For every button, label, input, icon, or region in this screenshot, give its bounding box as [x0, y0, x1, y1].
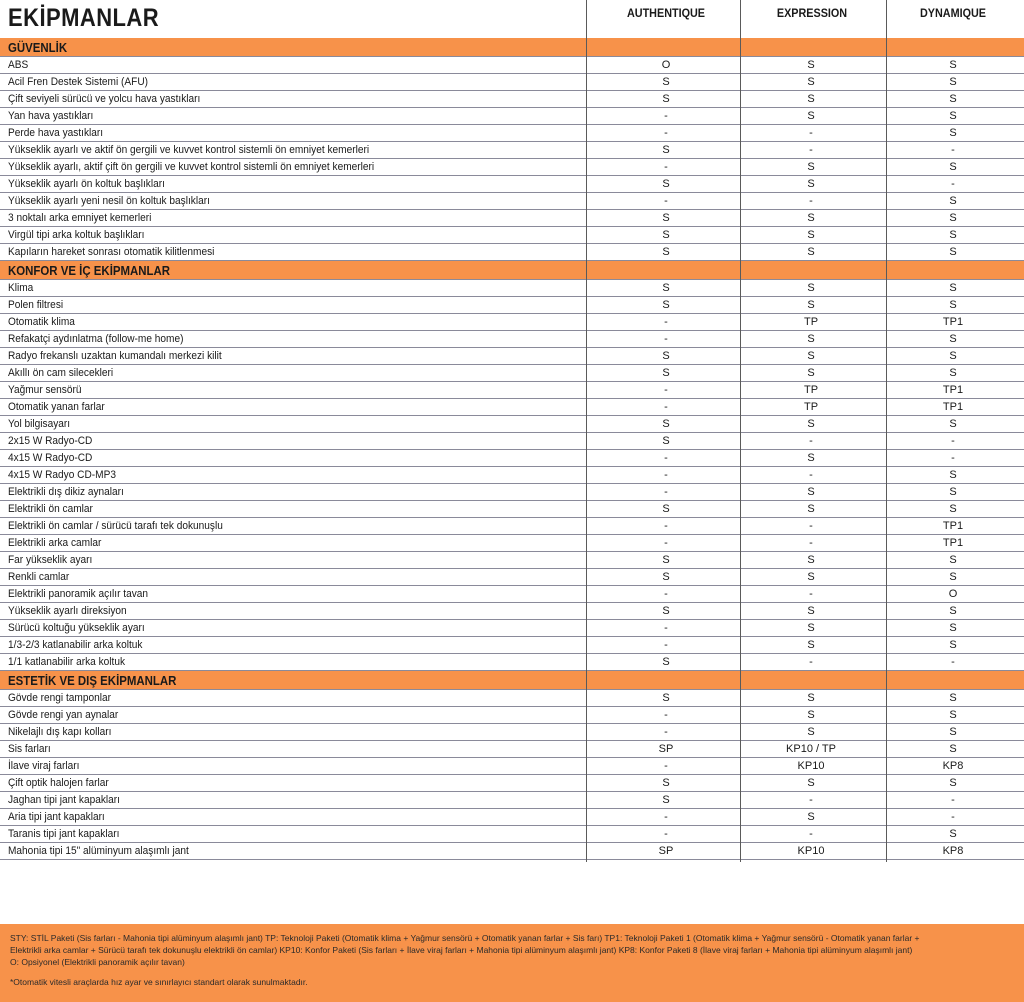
- table-row: [0, 741, 1024, 758]
- cell-expression: KP10 / TP: [786, 743, 836, 755]
- table-row: [0, 586, 1024, 603]
- cell-expression: S: [807, 692, 815, 704]
- row-label: Akıllı ön cam silecekleri: [8, 367, 114, 379]
- row-label: Yükseklik ayarlı yeni nesil ön koltuk başlıkları: [8, 195, 210, 207]
- row-label: Yağmur sensörü: [8, 384, 82, 396]
- table-row: [0, 620, 1024, 637]
- cell-expression: -: [809, 520, 813, 532]
- cell-expression: -: [809, 794, 813, 806]
- row-label: Aria tipi jant kapakları: [8, 811, 105, 823]
- cell-expression: S: [807, 282, 815, 294]
- cell-authentique: -: [664, 486, 668, 498]
- cell-expression: S: [807, 571, 815, 583]
- table-row: [0, 57, 1024, 74]
- cell-authentique: S: [662, 282, 670, 294]
- cell-dynamique: S: [949, 299, 957, 311]
- cell-dynamique: -: [951, 656, 955, 668]
- table-row: [0, 809, 1024, 826]
- section-title: ESTETİK VE DIŞ EKİPMANLAR: [8, 673, 177, 688]
- cell-dynamique: -: [951, 452, 955, 464]
- cell-authentique: O: [661, 59, 671, 71]
- table-row: [0, 775, 1024, 792]
- cell-authentique: -: [664, 639, 668, 651]
- cell-expression: S: [807, 178, 815, 190]
- cell-authentique: -: [664, 469, 668, 481]
- table-row: [0, 484, 1024, 501]
- table-row: [0, 707, 1024, 724]
- table-row: [0, 382, 1024, 399]
- table-row: [0, 654, 1024, 671]
- cell-expression: S: [807, 418, 815, 430]
- table-row: [0, 724, 1024, 741]
- table-row: [0, 159, 1024, 176]
- row-label: Yükseklik ayarlı ve aktif ön gergili ve kuvvet kontrol sistemli ön emniyet kemerleri: [8, 144, 370, 156]
- cell-authentique: S: [662, 554, 670, 566]
- cell-dynamique: S: [949, 418, 957, 430]
- cell-expression: -: [809, 656, 813, 668]
- table-row: [0, 501, 1024, 518]
- cell-authentique: -: [664, 811, 668, 823]
- cell-dynamique: TP1: [942, 537, 964, 549]
- cell-expression: TP: [803, 384, 819, 396]
- row-label: Yükseklik ayarlı, aktif çift ön gergili ve kuvvet kontrol sistemli ön emniyet kemerleri: [8, 161, 375, 173]
- cell-dynamique: S: [949, 76, 957, 88]
- table-row: [0, 399, 1024, 416]
- row-label: Refakatçi aydınlatma (follow-me home): [8, 333, 184, 345]
- row-label: Elektrikli panoramik açılır tavan: [8, 588, 149, 600]
- table-row: [0, 826, 1024, 843]
- row-label: 3 noktalı arka emniyet kemerleri: [8, 212, 152, 224]
- cell-expression: S: [807, 76, 815, 88]
- cell-expression: S: [807, 93, 815, 105]
- cell-authentique: S: [662, 794, 670, 806]
- cell-expression: S: [807, 639, 815, 651]
- cell-authentique: -: [664, 384, 668, 396]
- legend-footer: [0, 924, 1024, 1002]
- cell-expression: S: [807, 110, 815, 122]
- cell-expression: -: [809, 537, 813, 549]
- cell-dynamique: S: [949, 246, 957, 258]
- cell-dynamique: S: [949, 503, 957, 515]
- table-row: [0, 603, 1024, 620]
- cell-authentique: SP: [658, 845, 674, 857]
- cell-authentique: S: [662, 229, 670, 241]
- cell-authentique: S: [662, 246, 670, 258]
- section-title: KONFOR VE İÇ EKİPMANLAR: [8, 263, 171, 278]
- section-header: [0, 38, 1024, 57]
- cell-authentique: -: [664, 401, 668, 413]
- table-row: [0, 467, 1024, 484]
- cell-expression: -: [809, 469, 813, 481]
- cell-authentique: S: [662, 656, 670, 668]
- cell-dynamique: S: [949, 639, 957, 651]
- cell-authentique: -: [664, 760, 668, 772]
- cell-expression: -: [809, 588, 813, 600]
- table-row: [0, 244, 1024, 261]
- cell-expression: S: [807, 59, 815, 71]
- cell-authentique: S: [662, 692, 670, 704]
- cell-expression: S: [807, 503, 815, 515]
- cell-dynamique: S: [949, 229, 957, 241]
- cell-expression: -: [809, 127, 813, 139]
- cell-authentique: S: [662, 178, 670, 190]
- table-row: [0, 280, 1024, 297]
- cell-authentique: -: [664, 316, 668, 328]
- cell-dynamique: S: [949, 743, 957, 755]
- cell-dynamique: S: [949, 777, 957, 789]
- cell-authentique: -: [664, 588, 668, 600]
- cell-dynamique: S: [949, 554, 957, 566]
- cell-dynamique: S: [949, 282, 957, 294]
- cell-dynamique: TP1: [942, 520, 964, 532]
- cell-expression: S: [807, 229, 815, 241]
- cell-dynamique: S: [949, 605, 957, 617]
- cell-dynamique: S: [949, 709, 957, 721]
- column-header-dynamique: DYNAMIQUE: [919, 6, 987, 20]
- cell-dynamique: TP1: [942, 384, 964, 396]
- row-label: Radyo frekanslı uzaktan kumandalı merkezi kilit: [8, 350, 222, 362]
- cell-expression: S: [807, 777, 815, 789]
- cell-authentique: -: [664, 520, 668, 532]
- cell-authentique: -: [664, 127, 668, 139]
- section-title: GÜVENLİK: [8, 40, 68, 55]
- table-row: [0, 331, 1024, 348]
- cell-authentique: -: [664, 828, 668, 840]
- row-label: Renkli camlar: [8, 571, 70, 583]
- cell-dynamique: S: [949, 333, 957, 345]
- cell-expression: S: [807, 161, 815, 173]
- cell-dynamique: S: [949, 486, 957, 498]
- cell-dynamique: S: [949, 622, 957, 634]
- row-label: Nikelajlı dış kapı kolları: [8, 726, 112, 738]
- table-row: [0, 690, 1024, 707]
- table-row: [0, 176, 1024, 193]
- row-label: Klima: [8, 282, 34, 294]
- cell-dynamique: S: [949, 469, 957, 481]
- legend-line: Elektrikli arka camlar + Sürücü tarafı tek dokunuşlu elektrikli ön camlar) KP10: Konfor Paketi (Sis farları + İlave viraj farları + Mahonia tipi alüminyum alaşımlı jant) KP8: Konfor Paketi 8 (İlave viraj farları + Mahonia tipi alüminyum alaşımlı jant): [10, 945, 913, 955]
- column-divider: [886, 0, 887, 862]
- row-label: Gövde rengi tamponlar: [8, 692, 111, 704]
- table-row: [0, 348, 1024, 365]
- row-label: Çift optik halojen farlar: [8, 777, 109, 789]
- cell-authentique: S: [662, 571, 670, 583]
- cell-authentique: -: [664, 110, 668, 122]
- row-label: 1/3-2/3 katlanabilir arka koltuk: [8, 639, 143, 651]
- table-row: [0, 125, 1024, 142]
- table-row: [0, 792, 1024, 809]
- cell-dynamique: S: [949, 93, 957, 105]
- cell-dynamique: S: [949, 127, 957, 139]
- row-label: Acil Fren Destek Sistemi (AFU): [8, 76, 149, 88]
- row-label: Otomatik yanan farlar: [8, 401, 105, 413]
- column-divider: [740, 0, 741, 862]
- cell-dynamique: -: [951, 144, 955, 156]
- cell-expression: S: [807, 299, 815, 311]
- cell-expression: S: [807, 333, 815, 345]
- table-row: [0, 552, 1024, 569]
- table-row: [0, 416, 1024, 433]
- table-row: [0, 569, 1024, 586]
- cell-dynamique: -: [951, 435, 955, 447]
- cell-dynamique: S: [949, 350, 957, 362]
- legend-line: STY: STİL Paketi (Sis farları - Mahonia tipi alüminyum alaşımlı jant) TP: Teknoloji Paketi (Otomatik klima + Yağmur sensörü + Otomatik yanan farlar + Sis farı) TP1: Teknoloji Paketi 1 (Otomatik klima + Yağmur sensörü - Otomatik yanan farlar +: [10, 933, 920, 943]
- cell-dynamique: KP8: [942, 845, 964, 857]
- cell-expression: -: [809, 195, 813, 207]
- cell-dynamique: S: [949, 828, 957, 840]
- table-row: [0, 108, 1024, 125]
- cell-authentique: S: [662, 350, 670, 362]
- cell-dynamique: S: [949, 367, 957, 379]
- row-label: Elektrikli ön camlar / sürücü tarafı tek dokunuşlu: [8, 520, 223, 532]
- table-row: [0, 518, 1024, 535]
- cell-expression: S: [807, 350, 815, 362]
- footnote: *Otomatik vitesli araçlarda hız ayar ve sınırlayıcı standart olarak sunulmaktadır.: [10, 977, 308, 987]
- row-label: Perde hava yastıkları: [8, 127, 104, 139]
- table-row: [0, 535, 1024, 552]
- row-label: Far yükseklik ayarı: [8, 554, 93, 566]
- cell-dynamique: S: [949, 59, 957, 71]
- row-label: Sis farları: [8, 743, 51, 755]
- cell-expression: S: [807, 605, 815, 617]
- row-label: ABS: [8, 59, 29, 71]
- cell-expression: S: [807, 246, 815, 258]
- cell-authentique: S: [662, 777, 670, 789]
- cell-expression: S: [807, 726, 815, 738]
- cell-authentique: S: [662, 418, 670, 430]
- column-divider: [586, 0, 587, 862]
- cell-expression: TP: [803, 401, 819, 413]
- cell-authentique: -: [664, 622, 668, 634]
- row-label: İlave viraj farları: [8, 760, 80, 772]
- cell-dynamique: -: [951, 794, 955, 806]
- cell-dynamique: S: [949, 212, 957, 224]
- cell-expression: S: [807, 622, 815, 634]
- row-label: Jaghan tipi jant kapakları: [8, 794, 120, 806]
- table-row: [0, 142, 1024, 159]
- cell-authentique: -: [664, 537, 668, 549]
- cell-expression: -: [809, 144, 813, 156]
- cell-expression: KP10: [797, 845, 825, 857]
- cell-authentique: S: [662, 212, 670, 224]
- cell-dynamique: KP8: [942, 760, 964, 772]
- cell-authentique: -: [664, 709, 668, 721]
- column-header-expression: EXPRESSION: [776, 6, 848, 20]
- table-row: [0, 365, 1024, 382]
- row-label: Elektrikli dış dikiz aynaları: [8, 486, 124, 498]
- row-label: Otomatik klima: [8, 316, 75, 328]
- table-row: [0, 74, 1024, 91]
- cell-authentique: -: [664, 333, 668, 345]
- row-label: Elektrikli arka camlar: [8, 537, 102, 549]
- cell-dynamique: -: [951, 178, 955, 190]
- row-label: Yükseklik ayarlı ön koltuk başlıkları: [8, 178, 165, 190]
- row-label: Yol bilgisayarı: [8, 418, 71, 430]
- table-row: [0, 227, 1024, 244]
- cell-authentique: S: [662, 76, 670, 88]
- cell-expression: TP: [803, 316, 819, 328]
- cell-dynamique: S: [949, 161, 957, 173]
- cell-expression: -: [809, 828, 813, 840]
- row-label: Taranis tipi jant kapakları: [8, 828, 120, 840]
- row-label: Sürücü koltuğu yükseklik ayarı: [8, 622, 145, 634]
- cell-dynamique: S: [949, 195, 957, 207]
- cell-authentique: -: [664, 726, 668, 738]
- cell-expression: S: [807, 486, 815, 498]
- cell-authentique: S: [662, 367, 670, 379]
- cell-expression: KP10: [797, 760, 825, 772]
- cell-expression: S: [807, 367, 815, 379]
- cell-dynamique: S: [949, 571, 957, 583]
- cell-authentique: S: [662, 503, 670, 515]
- table-row: [0, 433, 1024, 450]
- table-row: [0, 450, 1024, 467]
- row-label: Virgül tipi arka koltuk başlıkları: [8, 229, 145, 241]
- row-label: 2x15 W Radyo-CD: [8, 435, 93, 447]
- cell-authentique: S: [662, 93, 670, 105]
- cell-dynamique: -: [951, 811, 955, 823]
- row-label: Elektrikli ön camlar: [8, 503, 93, 515]
- table-row: [0, 91, 1024, 108]
- section-header: [0, 261, 1024, 280]
- row-label: Mahonia tipi 15" alüminyum alaşımlı jant: [8, 845, 189, 857]
- cell-authentique: -: [664, 195, 668, 207]
- cell-dynamique: TP1: [942, 401, 964, 413]
- cell-expression: S: [807, 554, 815, 566]
- table-row: [0, 210, 1024, 227]
- row-label: Gövde rengi yan aynalar: [8, 709, 119, 721]
- row-label: 1/1 katlanabilir arka koltuk: [8, 656, 126, 668]
- table-row: [0, 297, 1024, 314]
- table-row: [0, 193, 1024, 210]
- page-title: EKİPMANLAR: [8, 4, 160, 32]
- cell-dynamique: S: [949, 726, 957, 738]
- cell-dynamique: S: [949, 692, 957, 704]
- cell-dynamique: O: [948, 588, 958, 600]
- cell-authentique: S: [662, 435, 670, 447]
- cell-dynamique: TP1: [942, 316, 964, 328]
- cell-dynamique: S: [949, 110, 957, 122]
- cell-authentique: S: [662, 144, 670, 156]
- cell-expression: S: [807, 212, 815, 224]
- row-label: 4x15 W Radyo CD-MP3: [8, 469, 116, 481]
- cell-authentique: -: [664, 161, 668, 173]
- legend-line: O: Opsiyonel (Elektrikli panoramik açılır tavan): [10, 957, 185, 967]
- table-row: [0, 637, 1024, 654]
- equipment-table: [0, 38, 1024, 860]
- row-label: Yan hava yastıkları: [8, 110, 94, 122]
- row-label: 4x15 W Radyo-CD: [8, 452, 93, 464]
- table-row: [0, 843, 1024, 860]
- cell-authentique: S: [662, 299, 670, 311]
- row-label: Polen filtresi: [8, 299, 64, 311]
- cell-expression: S: [807, 811, 815, 823]
- table-row: [0, 314, 1024, 331]
- cell-expression: S: [807, 709, 815, 721]
- cell-expression: -: [809, 435, 813, 447]
- cell-authentique: SP: [658, 743, 674, 755]
- section-header: [0, 671, 1024, 690]
- table-row: [0, 758, 1024, 775]
- cell-authentique: S: [662, 605, 670, 617]
- row-label: Kapıların hareket sonrası otomatik kilitlenmesi: [8, 246, 215, 258]
- row-label: Yükseklik ayarlı direksiyon: [8, 605, 127, 617]
- cell-authentique: -: [664, 452, 668, 464]
- column-header-authentique: AUTHENTIQUE: [626, 6, 705, 20]
- row-label: Çift seviyeli sürücü ve yolcu hava yastıkları: [8, 93, 201, 105]
- cell-expression: S: [807, 452, 815, 464]
